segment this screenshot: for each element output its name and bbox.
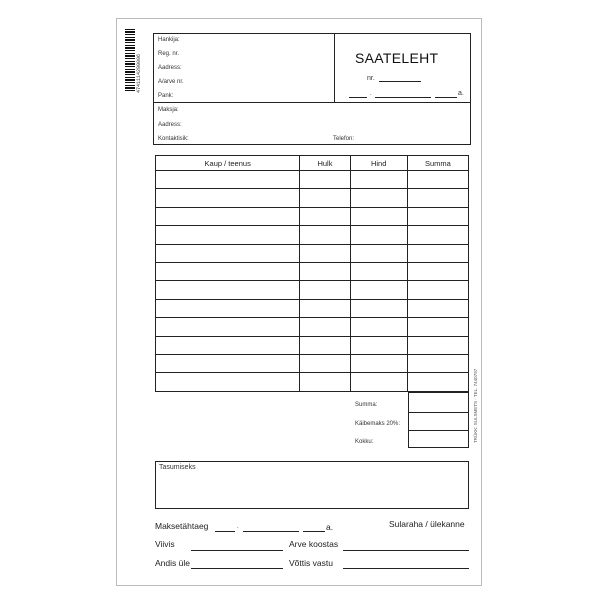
date-month-field[interactable] — [375, 97, 431, 98]
table-cell[interactable] — [156, 262, 300, 280]
label-vottis-vastu: Võttis vastu — [289, 558, 333, 568]
label-sularaha-ulekanne: Sularaha / ülekanne — [389, 519, 465, 529]
summa-field[interactable] — [408, 392, 469, 413]
table-cell[interactable] — [156, 373, 300, 391]
table-cell[interactable] — [350, 318, 407, 336]
col-kaup-teenus: Kaup / teenus — [156, 156, 300, 171]
due-month-field[interactable] — [243, 531, 299, 532]
table-cell[interactable] — [407, 207, 468, 225]
table-cell[interactable] — [350, 189, 407, 207]
viivis-field[interactable] — [191, 550, 283, 551]
label-kokku: Kokku: — [355, 439, 374, 445]
label-andis-ule: Andis üle — [155, 558, 190, 568]
barcode-number: 4741114290006 — [136, 53, 142, 93]
label-arve-nr: A/arve nr. — [158, 79, 184, 85]
label-hankija: Hankija: — [158, 37, 180, 43]
table-cell[interactable] — [350, 354, 407, 372]
barcode — [125, 29, 141, 93]
table-cell[interactable] — [350, 336, 407, 354]
table-cell[interactable] — [300, 262, 350, 280]
label-pank: Pank: — [158, 93, 174, 99]
table-cell[interactable] — [407, 189, 468, 207]
table-cell[interactable] — [407, 281, 468, 299]
date-year-field[interactable] — [435, 97, 457, 98]
table-row — [156, 299, 469, 317]
due-date-sep: . — [237, 524, 239, 530]
label-arve-koostas: Arve koostas — [289, 539, 339, 549]
label-payer-address: Aadress: — [158, 122, 182, 128]
document-title: SAATELEHT — [355, 50, 439, 66]
table-cell[interactable] — [300, 336, 350, 354]
table-cell[interactable] — [300, 207, 350, 225]
items-table-header — [156, 156, 469, 171]
table-cell[interactable] — [300, 281, 350, 299]
printer-imprint: TRÜKK: SULSMETS · TEL. 7440797 — [473, 368, 478, 443]
table-cell[interactable] — [156, 171, 300, 189]
items-table-body — [156, 171, 469, 392]
table-cell[interactable] — [300, 171, 350, 189]
table-cell[interactable] — [156, 281, 300, 299]
table-cell[interactable] — [156, 226, 300, 244]
table-cell[interactable] — [300, 189, 350, 207]
table-row — [156, 226, 469, 244]
vottis-vastu-field[interactable] — [343, 568, 469, 569]
table-cell[interactable] — [350, 262, 407, 280]
date-suffix: a. — [458, 90, 464, 97]
table-row — [156, 354, 469, 372]
table-cell[interactable] — [300, 226, 350, 244]
table-cell[interactable] — [300, 244, 350, 262]
table-cell[interactable] — [407, 299, 468, 317]
table-row — [156, 281, 469, 299]
items-table — [155, 155, 469, 392]
tasumiseks-box[interactable] — [155, 461, 469, 509]
col-hulk: Hulk — [300, 156, 350, 171]
label-maksetahtaeg: Maksetähtaeg — [155, 521, 209, 531]
label-tasumiseks: Tasumiseks — [159, 464, 196, 471]
nr-field[interactable] — [379, 81, 421, 82]
kaibemaks-field[interactable] — [408, 412, 469, 431]
table-cell[interactable] — [156, 336, 300, 354]
table-row — [156, 189, 469, 207]
barcode-bars — [125, 29, 135, 93]
col-summa: Summa — [407, 156, 468, 171]
arve-koostas-field[interactable] — [343, 550, 469, 551]
label-viivis: Viivis — [155, 539, 175, 549]
kokku-field[interactable] — [408, 430, 469, 448]
due-date-suffix: a. — [326, 522, 334, 532]
table-cell[interactable] — [407, 318, 468, 336]
table-row — [156, 373, 469, 391]
date-day-field[interactable] — [349, 97, 367, 98]
supplier-box — [153, 33, 471, 103]
delivery-note-form — [116, 18, 482, 586]
table-row — [156, 207, 469, 225]
table-cell[interactable] — [350, 299, 407, 317]
payer-box — [153, 103, 471, 145]
date-sep-1: . — [370, 91, 372, 97]
due-year-field[interactable] — [303, 531, 325, 532]
label-kontaktisik: Kontaktisik: — [158, 136, 189, 142]
table-row — [156, 171, 469, 189]
table-cell[interactable] — [350, 171, 407, 189]
table-cell[interactable] — [300, 354, 350, 372]
andis-ule-field[interactable] — [191, 568, 283, 569]
label-telefon: Telefon: — [333, 136, 355, 142]
label-kaibemaks: Käibemaks 20%: — [355, 421, 401, 427]
table-row — [156, 244, 469, 262]
table-cell[interactable] — [350, 226, 407, 244]
table-cell[interactable] — [156, 207, 300, 225]
table-cell[interactable] — [407, 171, 468, 189]
label-summa: Summa: — [355, 402, 378, 408]
supplier-divider — [334, 33, 335, 103]
table-cell[interactable] — [350, 207, 407, 225]
label-nr: nr. — [367, 75, 375, 82]
table-cell[interactable] — [156, 189, 300, 207]
label-supplier-address: Aadress: — [158, 65, 182, 71]
table-cell[interactable] — [407, 336, 468, 354]
table-cell[interactable] — [350, 373, 407, 391]
table-cell[interactable] — [300, 318, 350, 336]
table-cell[interactable] — [156, 299, 300, 317]
table-cell[interactable] — [407, 244, 468, 262]
table-cell[interactable] — [350, 244, 407, 262]
table-cell[interactable] — [156, 354, 300, 372]
label-reg-nr: Reg. nr. — [158, 51, 180, 57]
table-row — [156, 262, 469, 280]
table-cell[interactable] — [407, 262, 468, 280]
table-cell[interactable] — [407, 373, 468, 391]
table-cell[interactable] — [156, 244, 300, 262]
table-row — [156, 336, 469, 354]
label-maksja: Maksja: — [158, 107, 179, 113]
table-cell[interactable] — [407, 226, 468, 244]
table-cell[interactable] — [156, 318, 300, 336]
table-cell[interactable] — [300, 299, 350, 317]
table-cell[interactable] — [350, 281, 407, 299]
table-row — [156, 318, 469, 336]
table-cell[interactable] — [300, 373, 350, 391]
due-day-field[interactable] — [215, 531, 235, 532]
col-hind: Hind — [350, 156, 407, 171]
table-cell[interactable] — [407, 354, 468, 372]
